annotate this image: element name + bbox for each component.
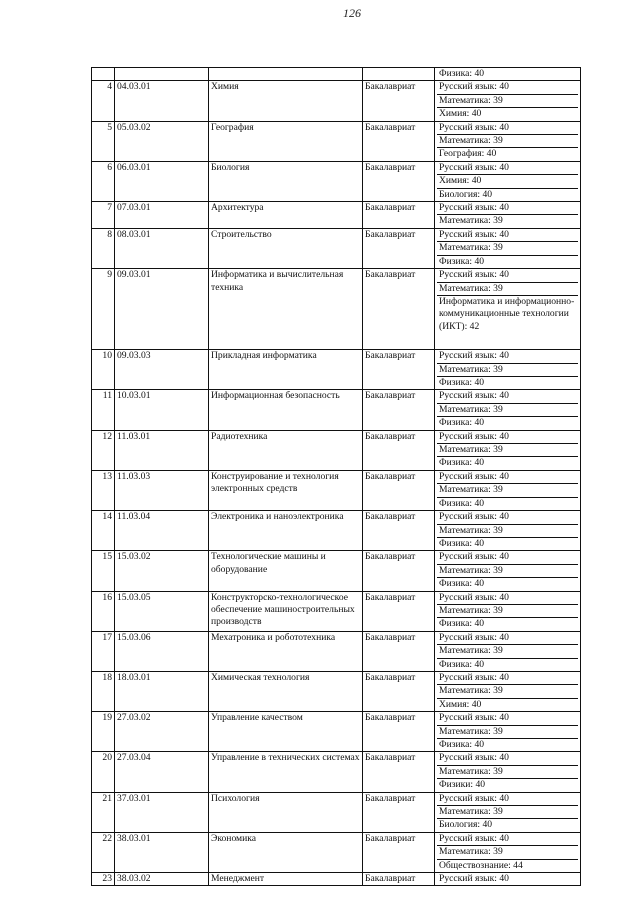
table-row: [92, 390, 581, 430]
program-name: Радиотехника: [211, 430, 268, 442]
exam-item: Физика: 40: [439, 618, 485, 630]
education-level: Бакалавриат: [363, 631, 435, 671]
exam-item: Физики: 40: [439, 779, 486, 791]
program-name-cell: [209, 269, 363, 350]
program-name-cell: [209, 202, 363, 229]
program-name: Электроника и наноэлектроника: [211, 511, 344, 523]
program-name-cell: [209, 792, 363, 832]
program-name-cell: [209, 350, 363, 390]
exam-item: Русский язык: 40: [437, 431, 578, 444]
program-code: 38.03.02: [115, 873, 209, 886]
admission-table: [91, 67, 581, 886]
table-row: [92, 81, 581, 121]
row-number: 11: [92, 390, 115, 430]
program-name: Информатика и вычислительная техника: [211, 269, 344, 293]
exam-item: Русский язык: 40: [437, 122, 578, 135]
education-level: Бакалавриат: [363, 551, 435, 591]
exam-list: [435, 591, 581, 631]
exam-item: Математика: 39: [437, 242, 578, 255]
program-name-cell: [209, 161, 363, 201]
exam-item: Русский язык: 40: [437, 793, 578, 806]
table-row: [92, 712, 581, 752]
exam-item: Русский язык: 40: [437, 632, 578, 645]
exam-list: [435, 430, 581, 470]
program-name: Химия: [211, 81, 239, 93]
exam-item: Физика: 40: [439, 739, 485, 751]
row-number: 19: [92, 712, 115, 752]
program-code: 09.03.03: [115, 350, 209, 390]
exam-item: Физика: 40: [439, 578, 485, 590]
program-name-cell: [209, 832, 363, 872]
exam-item: Русский язык: 40: [437, 752, 578, 765]
program-code: 09.03.01: [115, 269, 209, 350]
exam-list: [435, 202, 581, 229]
exam-item: Математика: 39: [437, 283, 578, 296]
program-name: Строительство: [211, 228, 272, 240]
exam-item: Обществознание: 44: [439, 859, 523, 871]
program-code: 10.03.01: [115, 390, 209, 430]
program-name-cell: [209, 121, 363, 161]
exam-list: [435, 511, 581, 551]
row-number: 9: [92, 269, 115, 350]
program-name: Управление качеством: [211, 712, 303, 724]
empty-cell: [363, 68, 435, 81]
education-level: Бакалавриат: [363, 511, 435, 551]
program-name-cell: [209, 470, 363, 510]
program-code: 11.03.04: [115, 511, 209, 551]
exam-item: Математика: 39: [437, 135, 578, 148]
exam-list: [435, 792, 581, 832]
exam-item: Физика: 40: [439, 658, 485, 670]
exam-list: [435, 81, 581, 121]
table-row: [92, 631, 581, 671]
program-code: 37.03.01: [115, 792, 209, 832]
program-name-cell: [209, 228, 363, 268]
education-level: Бакалавриат: [363, 832, 435, 872]
program-name: Менеджмент: [211, 873, 265, 885]
program-name: Мехатроника и робототехника: [211, 631, 336, 643]
row-number: 15: [92, 551, 115, 591]
exam-item: Русский язык: 40: [437, 81, 578, 94]
exam-list: [435, 551, 581, 591]
table-row: [92, 792, 581, 832]
exam-list: [435, 390, 581, 430]
table-body: [92, 68, 581, 886]
row-number: 14: [92, 511, 115, 551]
empty-cell: [115, 68, 209, 81]
exam-list: [435, 68, 581, 81]
education-level: Бакалавриат: [363, 792, 435, 832]
table-row-continuation: [92, 68, 581, 81]
exam-item: География: 40: [439, 148, 497, 160]
program-name-cell: [209, 390, 363, 430]
row-number: 21: [92, 792, 115, 832]
program-code: 11.03.03: [115, 470, 209, 510]
program-name-cell: [209, 430, 363, 470]
table-row: [92, 511, 581, 551]
table-row: [92, 470, 581, 510]
table-row: [92, 873, 581, 886]
row-number: 13: [92, 470, 115, 510]
education-level: Бакалавриат: [363, 350, 435, 390]
education-level: Бакалавриат: [363, 752, 435, 792]
exam-list: [435, 161, 581, 201]
program-code: 18.03.01: [115, 671, 209, 711]
program-code: 15.03.02: [115, 551, 209, 591]
row-number: 16: [92, 591, 115, 631]
exam-item: Русский язык: 40: [437, 390, 578, 403]
exam-list: [435, 228, 581, 268]
program-name: Технологические машины и оборудование: [211, 551, 326, 575]
exam-item: Русский язык: 40: [437, 269, 578, 282]
row-number: 22: [92, 832, 115, 872]
exam-item: Химия: 40: [439, 108, 482, 120]
program-name-cell: [209, 712, 363, 752]
exam-item: Математика: 39: [437, 806, 578, 819]
row-number: 23: [92, 873, 115, 886]
exam-list: [435, 873, 581, 886]
table-row: [92, 752, 581, 792]
exam-item: Математика: 39: [439, 215, 503, 227]
exam-item: Физика: 40: [439, 497, 485, 509]
education-level: Бакалавриат: [363, 269, 435, 350]
row-number: 12: [92, 430, 115, 470]
empty-cell: [92, 68, 115, 81]
exam-item: Математика: 39: [437, 645, 578, 658]
row-number: 8: [92, 228, 115, 268]
program-name-cell: [209, 671, 363, 711]
program-code: 08.03.01: [115, 228, 209, 268]
exam-item: Химия: 40: [439, 698, 482, 710]
exam-item: Математика: 39: [437, 364, 578, 377]
page-number: 126: [343, 6, 361, 20]
program-name: Конструкторско-технологическое обеспечение машиностроительных производств: [211, 591, 355, 628]
empty-cell: [209, 68, 363, 81]
education-level: Бакалавриат: [363, 712, 435, 752]
table-row: [92, 551, 581, 591]
row-number: 17: [92, 631, 115, 671]
exam-item: Русский язык: 40: [437, 551, 578, 564]
education-level: Бакалавриат: [363, 430, 435, 470]
exam-list: [435, 712, 581, 752]
exam-item: Физика: 40: [439, 255, 485, 267]
table-row: [92, 202, 581, 229]
education-level: Бакалавриат: [363, 81, 435, 121]
exam-item: Математика: 39: [437, 685, 578, 698]
exam-item: Математика: 39: [437, 726, 578, 739]
table-row: [92, 671, 581, 711]
program-name-cell: [209, 551, 363, 591]
education-level: Бакалавриат: [363, 470, 435, 510]
exam-item: Русский язык: 40: [437, 592, 578, 605]
program-code: 06.03.01: [115, 161, 209, 201]
program-name-cell: [209, 873, 363, 886]
exam-item: Русский язык: 40: [437, 350, 578, 363]
exam-item: Физика: 40: [439, 457, 485, 469]
exam-item: Русский язык: 40: [437, 511, 578, 524]
exam-list: [435, 470, 581, 510]
exam-item: Русский язык: 40: [437, 229, 578, 242]
exam-list: [435, 752, 581, 792]
education-level: Бакалавриат: [363, 121, 435, 161]
exam-list: [435, 350, 581, 390]
exam-item: Математика: 39: [437, 766, 578, 779]
exam-item: Русский язык: 40: [437, 162, 578, 175]
table-row: [92, 350, 581, 390]
exam-item: Математика: 39: [437, 605, 578, 618]
exam-item: Химия: 40: [437, 175, 578, 188]
program-code: 27.03.04: [115, 752, 209, 792]
program-name: Экономика: [211, 832, 257, 844]
exam-item: Физика: 40: [439, 377, 485, 389]
program-code: 05.03.02: [115, 121, 209, 161]
education-level: Бакалавриат: [363, 873, 435, 886]
exam-item: Русский язык: 40: [437, 833, 578, 846]
row-number: 18: [92, 671, 115, 711]
exam-item: Математика: 39: [437, 404, 578, 417]
exam-item: Русский язык: 40: [437, 712, 578, 725]
table-row: [92, 591, 581, 631]
row-number: 6: [92, 161, 115, 201]
row-number: 5: [92, 121, 115, 161]
program-name-cell: [209, 81, 363, 121]
exam-item: Информатика и информационно-коммуникационные технологии (ИКТ): 42: [439, 295, 575, 332]
program-code: 15.03.06: [115, 631, 209, 671]
exam-item: Физика: 40: [439, 537, 485, 549]
exam-item: Биология: 40: [439, 188, 493, 200]
exam-item: Математика: 39: [437, 95, 578, 108]
education-level: Бакалавриат: [363, 228, 435, 268]
exam-item: Математика: 39: [437, 444, 578, 457]
exam-list: [435, 631, 581, 671]
program-name: Информационная безопасность: [211, 390, 340, 402]
program-name: Биология: [211, 161, 250, 173]
program-name: Химическая технология: [211, 671, 310, 683]
program-code: 15.03.05: [115, 591, 209, 631]
program-name-cell: [209, 591, 363, 631]
education-level: Бакалавриат: [363, 202, 435, 229]
exam-list: [435, 832, 581, 872]
exam-item: Математика: 39: [437, 484, 578, 497]
education-level: Бакалавриат: [363, 390, 435, 430]
table-row: [92, 121, 581, 161]
program-name: Прикладная информатика: [211, 350, 317, 362]
education-level: Бакалавриат: [363, 591, 435, 631]
exam-item: Физика: 40: [439, 68, 485, 79]
program-name-cell: [209, 511, 363, 551]
exam-item: Математика: 39: [437, 525, 578, 538]
table-row: [92, 430, 581, 470]
education-level: Бакалавриат: [363, 161, 435, 201]
row-number: 7: [92, 202, 115, 229]
exam-list: [435, 269, 581, 350]
table-row: [92, 269, 581, 350]
exam-list: [435, 121, 581, 161]
program-code: 27.03.02: [115, 712, 209, 752]
table-row: [92, 161, 581, 201]
program-name-cell: [209, 752, 363, 792]
row-number: 4: [92, 81, 115, 121]
program-name: География: [211, 121, 254, 133]
program-code: 04.03.01: [115, 81, 209, 121]
program-code: 07.03.01: [115, 202, 209, 229]
exam-item: Русский язык: 40: [437, 471, 578, 484]
table-row: [92, 832, 581, 872]
program-name: Психология: [211, 792, 260, 804]
program-code: 11.03.01: [115, 430, 209, 470]
exam-item: Русский язык: 40: [437, 202, 578, 215]
program-name: Управление в технических системах: [211, 752, 360, 764]
exam-item: Русский язык: 40: [437, 672, 578, 685]
exam-item: Физика: 40: [439, 417, 485, 429]
education-level: Бакалавриат: [363, 671, 435, 711]
program-code: 38.03.01: [115, 832, 209, 872]
row-number: 20: [92, 752, 115, 792]
row-number: 10: [92, 350, 115, 390]
table-row: [92, 228, 581, 268]
program-name-cell: [209, 631, 363, 671]
exam-item: Русский язык: 40: [439, 873, 509, 885]
exam-item: Математика: 39: [437, 565, 578, 578]
program-name: Архитектура: [211, 202, 264, 214]
exam-item: Математика: 39: [437, 846, 578, 859]
program-name: Конструирование и технология электронных средств: [211, 470, 339, 495]
exam-list: [435, 671, 581, 711]
exam-item: Биология: 40: [439, 819, 493, 831]
